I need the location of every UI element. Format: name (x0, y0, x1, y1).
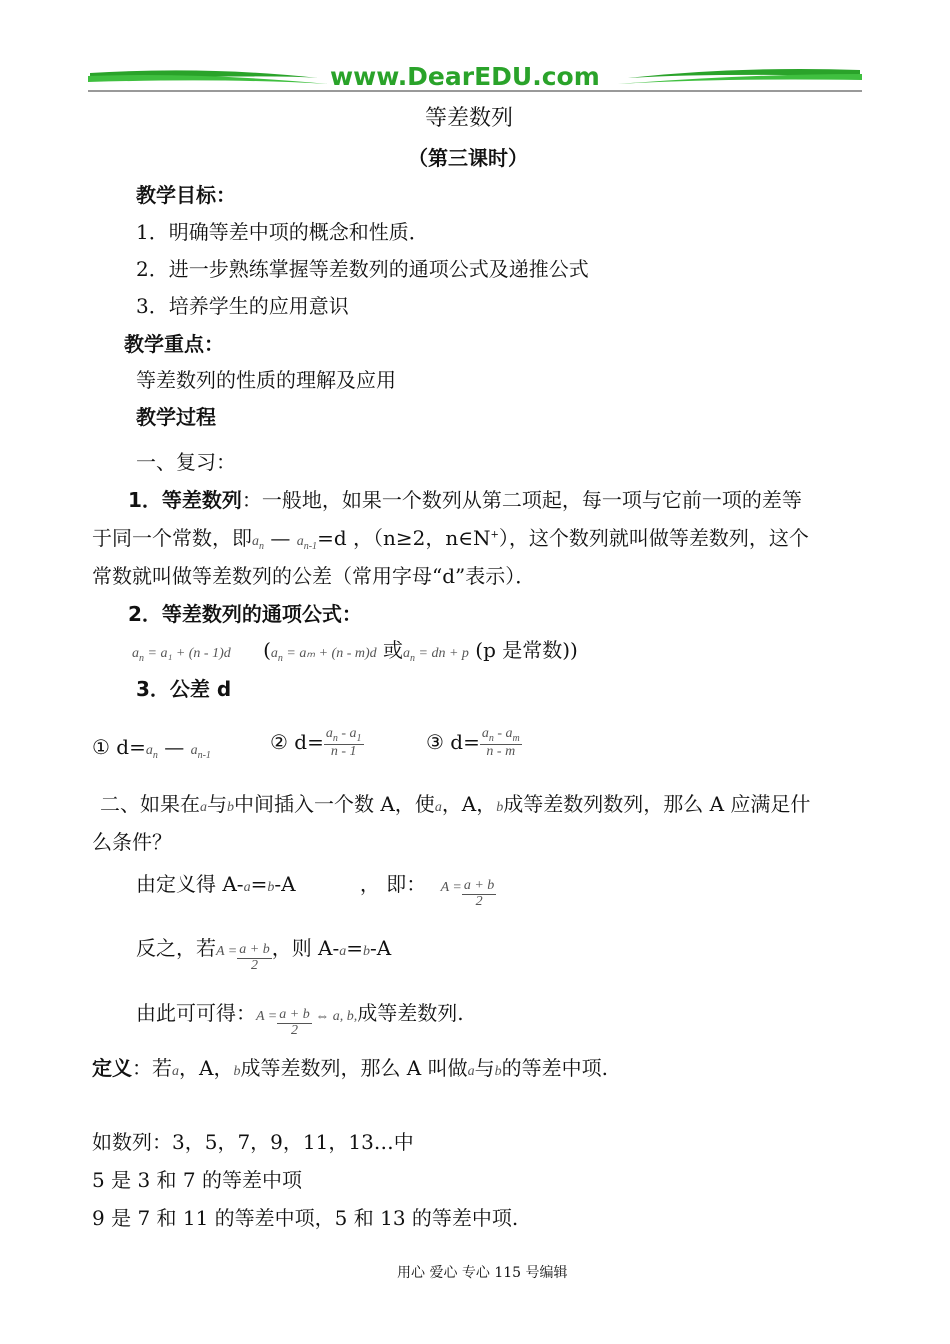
formula-heading: 2．等差数列的通项公式： (128, 602, 362, 626)
page-footer: 用心 爱心 专心 115 号编辑 (397, 1265, 568, 1281)
goal-item: 1．明确等差中项的概念和性质． (136, 220, 429, 244)
key-text: 等差数列的性质的理解及应用 (136, 368, 396, 392)
def-label: 1．等差数列 (128, 488, 242, 512)
logo-text: www.DearEDU.com (330, 62, 600, 91)
site-logo (330, 62, 600, 91)
page-title: 等差数列 (425, 106, 514, 131)
formula-or: 或 (383, 638, 403, 662)
d-formula-1: ① $d=a_n$ — $a_{n-1}$ (92, 735, 211, 761)
definition-line-2: 于同一个常数，即$a_n$ — $a_{n-1}=d$ ，（n≥2，n∈N+），这个数列就叫做等差数列，这个 (92, 526, 809, 552)
formula-tail: (p 是常数)) (475, 638, 578, 662)
general-formula: $a_n = a_1 + (n - 1)d$ ($a_n = a_m + (n - m)d$ 或$a_n$ = dn + p (p 是常数)) (132, 638, 578, 664)
review-heading: 一、复习： (136, 450, 236, 474)
goal-item: 3．培养学生的应用意识 (136, 294, 349, 318)
by-definition-line: 由定义得 A-a=b-A ， 即： A = $\frac{a + b}{2}$ (136, 872, 495, 909)
example-line: 9 是 7 和 11 的等差中项，5 和 13 的等差中项. (92, 1206, 519, 1230)
definition-line-1 (128, 484, 802, 513)
def-text: ：一般地，如果一个数列从第二项起，每一项与它前一项的差等 (241, 488, 802, 512)
question-line-1: 二、如果在a与b中间插入一个数 A，使a，A，b成等差数列数列，那么 A 应满足什 (100, 792, 811, 816)
def-text-2a: 于同一个常数，即 (92, 526, 252, 550)
key-heading: 教学重点： (124, 332, 224, 356)
d-formula-2: ② d= $\frac{a_n - a_1}{n - 1}$ (270, 726, 362, 760)
d-formula-3: ③ d= $\frac{a_n - a_m}{n - m}$ (426, 726, 520, 760)
formula-alt-2: = dn + p (418, 646, 469, 661)
def-text-2b: =d ，（n≥2，n∈N (317, 526, 491, 550)
formula-an: $a_n$ (252, 534, 264, 552)
def-text-2c: ），这个数列就叫做等差数列，这个 (498, 526, 809, 550)
definition-line-3: 常数就叫做等差数列的公差（常用字母“d”表示）． (92, 564, 536, 588)
definition-middle-term: 定义：若a，A，b成等差数列，那么 A 叫做a与b的等差中项. (92, 1056, 608, 1080)
converse-line: 反之，若A = $\frac{a + b}{2}$ ，则 A-a=b-A (136, 936, 392, 973)
conclusion-line: 由此可可得：A = $\frac{a + b}{2}$ ⇔ a, b,成等差数列. (136, 1001, 464, 1038)
common-diff-heading: 3．公差 d (136, 677, 232, 701)
formula-an-1: $a_{n-1}$ (296, 534, 318, 552)
question-line-2: 么条件？ (92, 830, 172, 854)
page-subtitle: （第三课时） (408, 146, 528, 170)
formula-alt-1: = aₘ + (n - m)d (286, 646, 377, 661)
process-heading: 教学过程 (136, 405, 216, 429)
formula-main: = a₁ + (n - 1)d (147, 646, 231, 661)
goal-item: 2．进一步熟练掌握等差数列的通项公式及递推公式 (136, 257, 589, 281)
goals-heading: 教学目标： (136, 183, 236, 207)
example-line: 如数列：3，5，7，9，11，13…中 (92, 1130, 414, 1154)
example-line: 5 是 3 和 7 的等差中项 (92, 1168, 302, 1192)
